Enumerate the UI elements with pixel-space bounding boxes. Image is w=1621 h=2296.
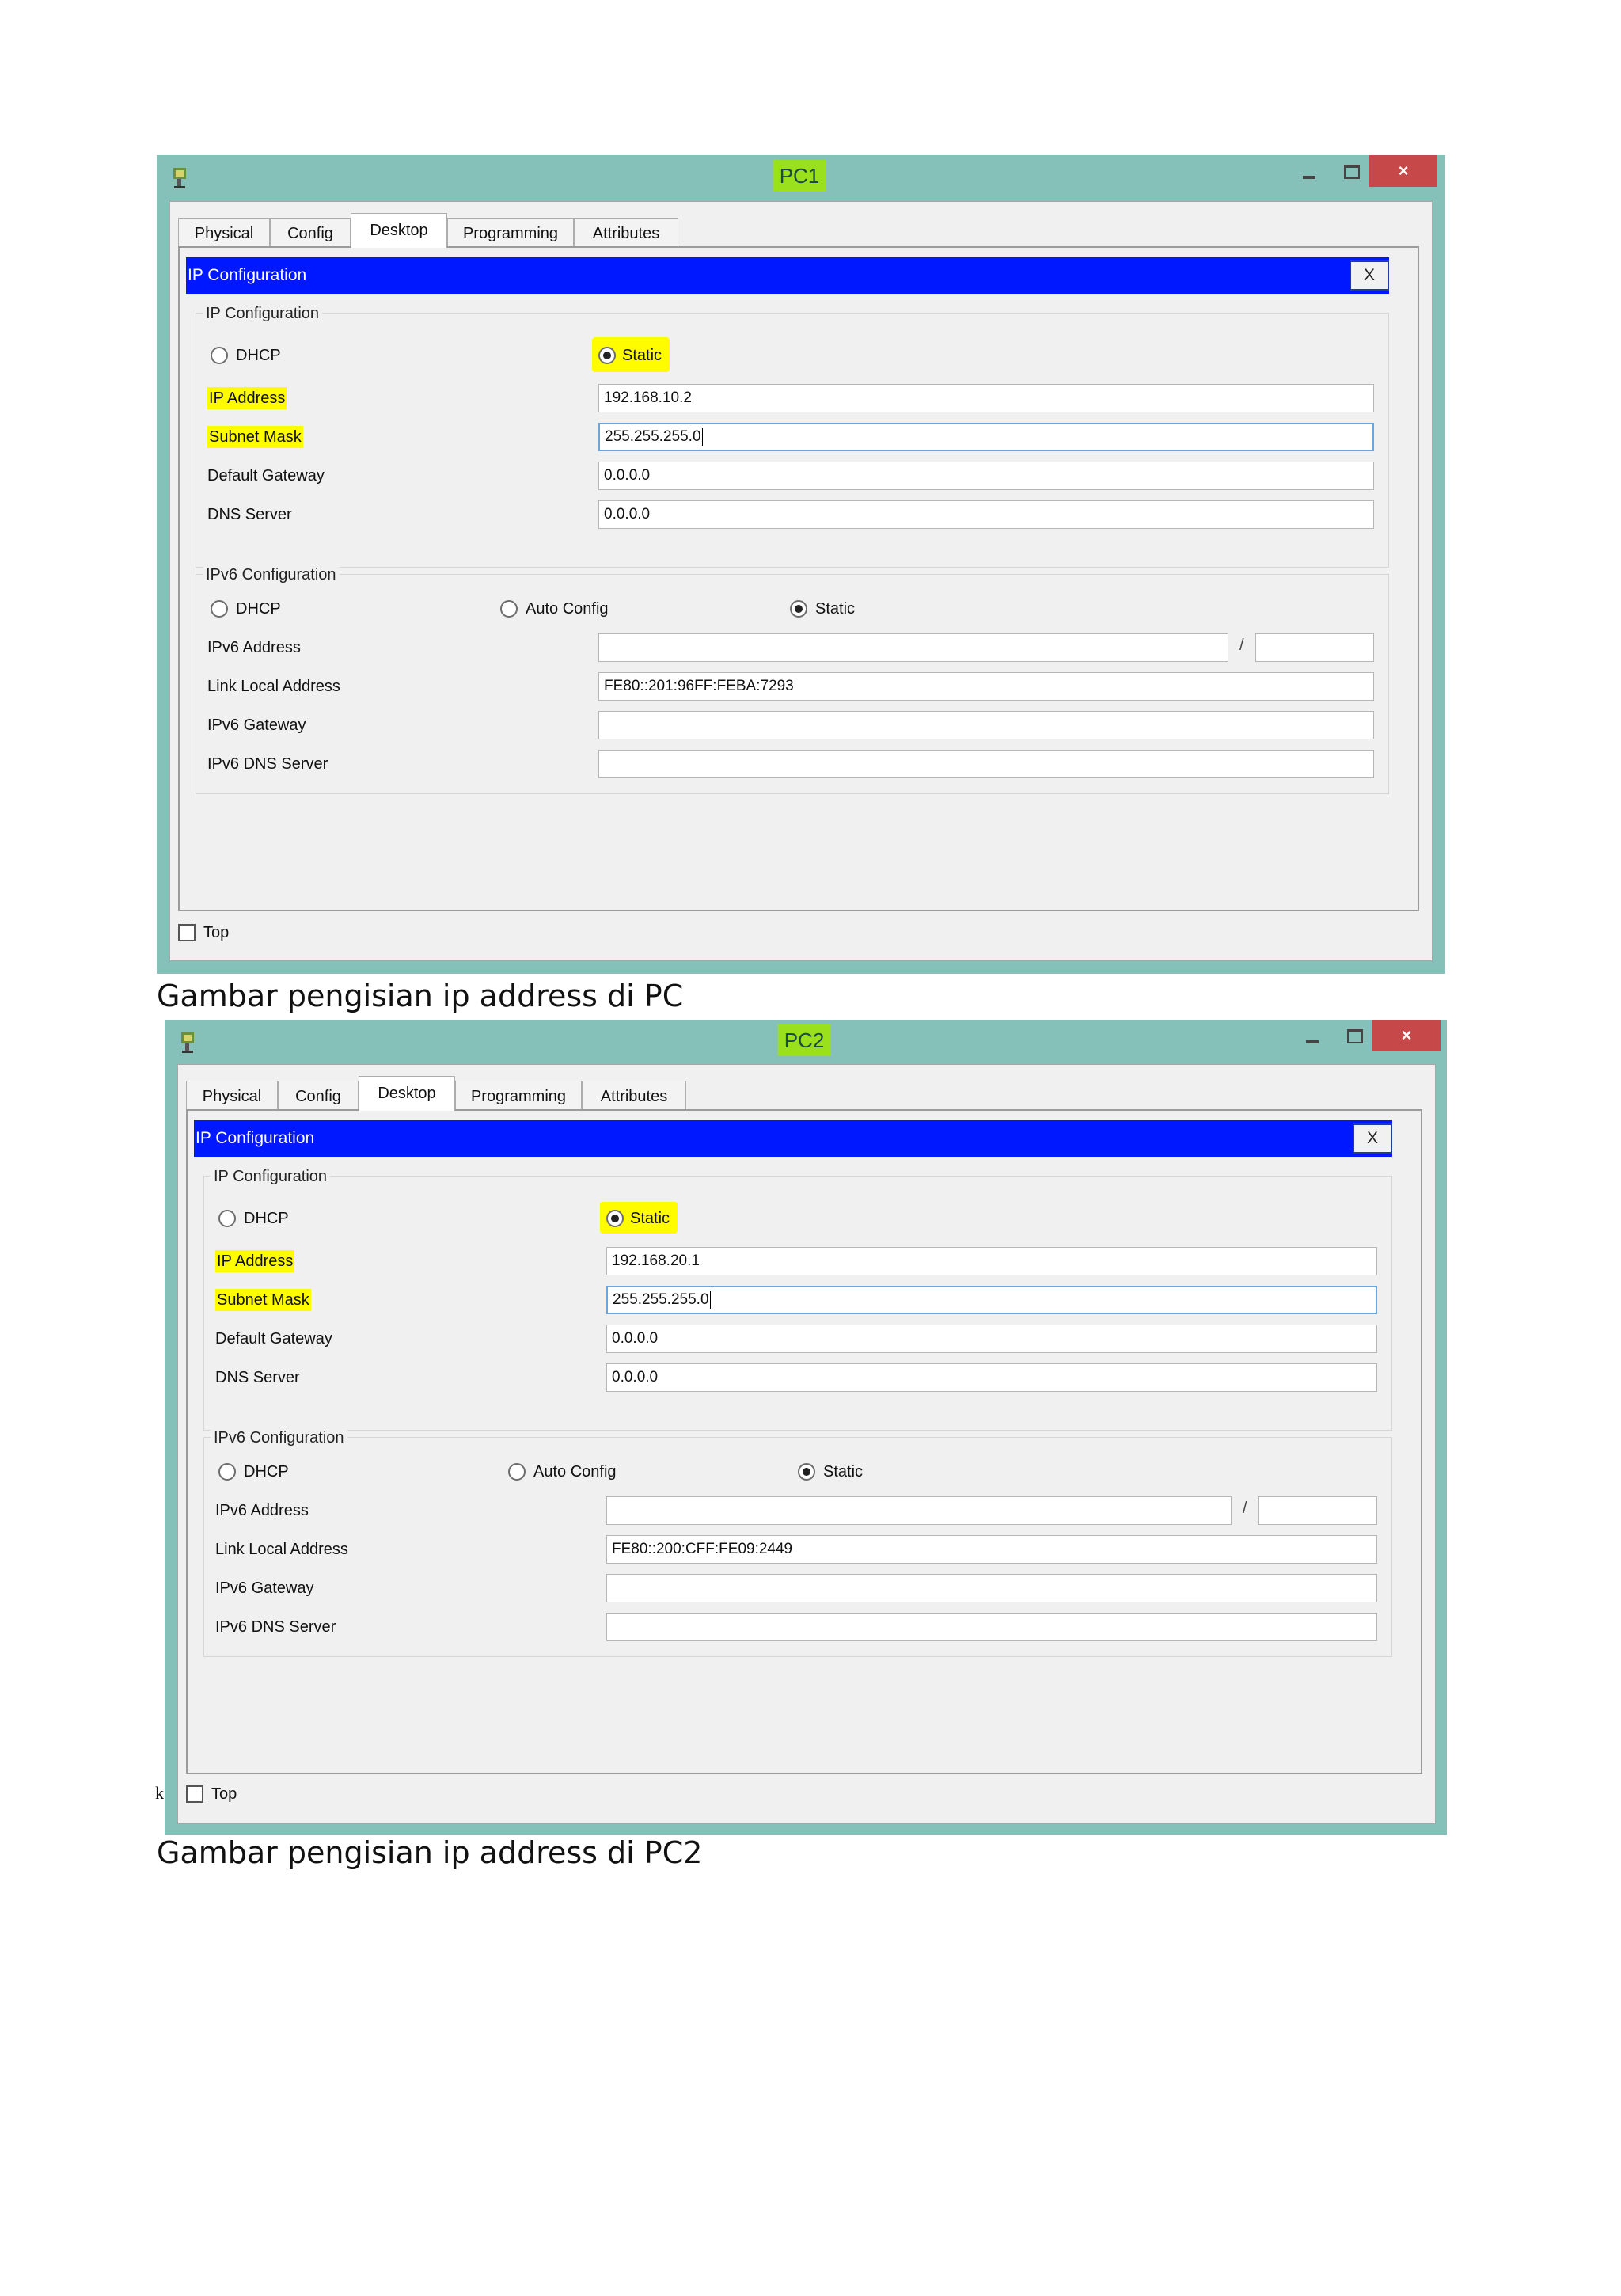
window-title: PC2 — [778, 1024, 831, 1056]
default-gateway-input[interactable]: 0.0.0.0 — [598, 462, 1374, 490]
group-title: IP Configuration — [211, 1167, 330, 1186]
pc2-window — [165, 1020, 1447, 1835]
subnet-mask-value: 255.255.255.0 — [605, 428, 701, 445]
window-client-area — [177, 1064, 1436, 1824]
title-bar[interactable] — [157, 155, 1445, 200]
static-radio[interactable] — [598, 347, 616, 364]
ip-configuration-header: IP Configuration — [186, 257, 1389, 294]
auto-config-radio[interactable] — [508, 1463, 526, 1481]
ipv6-dhcp-radio[interactable] — [211, 600, 228, 618]
subnet-mask-input[interactable] — [598, 423, 1374, 451]
ipv6-dhcp-label: DHCP — [244, 1463, 289, 1481]
ip-address-label: IP Address — [207, 387, 287, 409]
group-title: IP Configuration — [203, 304, 322, 323]
default-gateway-label: Default Gateway — [207, 467, 325, 485]
ipv6-static-label: Static — [823, 1463, 864, 1481]
ipv6-static-label: Static — [815, 600, 856, 618]
desktop-tab-panel — [178, 246, 1419, 911]
prefix-separator: / — [1243, 1500, 1247, 1517]
ipv6-address-input[interactable] — [606, 1496, 1232, 1525]
ip-configuration-header: IP Configuration — [194, 1120, 1392, 1157]
ipv6-config-group — [196, 566, 1389, 794]
top-label: Top — [203, 924, 230, 941]
ipv6-dns-server-label: IPv6 DNS Server — [207, 755, 328, 773]
tab-programming[interactable]: Programming — [455, 1081, 582, 1111]
top-label: Top — [211, 1785, 237, 1803]
ipv6-dhcp-label: DHCP — [236, 600, 281, 618]
window-title: PC1 — [773, 160, 826, 192]
ipv6-prefix-input[interactable] — [1255, 633, 1374, 662]
ipv6-address-label: IPv6 Address — [207, 639, 301, 656]
tab-config[interactable]: Config — [270, 218, 351, 248]
default-gateway-input[interactable]: 0.0.0.0 — [606, 1325, 1377, 1353]
ipv6-dns-server-input[interactable] — [598, 750, 1374, 778]
subnet-mask-input[interactable] — [606, 1286, 1377, 1314]
ipv6-dns-server-input[interactable] — [606, 1613, 1377, 1641]
ipv6-address-label: IPv6 Address — [215, 1502, 309, 1519]
desktop-tab-panel — [186, 1109, 1422, 1774]
link-local-address-input[interactable]: FE80::200:CFF:FE09:2449 — [606, 1535, 1377, 1564]
default-gateway-label: Default Gateway — [215, 1330, 332, 1348]
ipv6-gateway-label: IPv6 Gateway — [207, 717, 306, 734]
ipv6-gateway-input[interactable] — [598, 711, 1374, 739]
static-label: Static — [622, 347, 662, 364]
ipv4-config-group — [196, 305, 1389, 568]
packet-tracer-app-icon — [171, 166, 192, 190]
ipv6-static-radio[interactable] — [798, 1463, 815, 1481]
text-caret — [710, 1291, 711, 1309]
close-panel-button[interactable]: X — [1353, 1123, 1392, 1154]
group-title: IPv6 Configuration — [203, 565, 340, 584]
group-title: IPv6 Configuration — [211, 1428, 347, 1447]
pc1-window — [157, 155, 1445, 974]
dhcp-label: DHCP — [244, 1210, 289, 1227]
window-client-area — [169, 201, 1433, 961]
tab-config[interactable]: Config — [278, 1081, 359, 1111]
stray-text-character: k — [155, 1783, 164, 1803]
dns-server-input[interactable]: 0.0.0.0 — [606, 1363, 1377, 1392]
top-checkbox[interactable] — [178, 924, 196, 941]
subnet-mask-value: 255.255.255.0 — [613, 1291, 709, 1308]
tab-attributes[interactable]: Attributes — [582, 1081, 686, 1111]
top-checkbox[interactable] — [186, 1785, 203, 1803]
ip-address-input[interactable]: 192.168.20.1 — [606, 1247, 1377, 1275]
dhcp-radio[interactable] — [218, 1210, 236, 1227]
tab-physical[interactable]: Physical — [186, 1081, 278, 1111]
packet-tracer-app-icon — [179, 1031, 199, 1055]
ip-address-label: IP Address — [215, 1250, 294, 1272]
ipv4-config-group — [203, 1168, 1392, 1431]
ipv6-address-input[interactable] — [598, 633, 1228, 662]
figure-caption: Gambar pengisian ip address di PC — [157, 979, 684, 1013]
auto-config-label: Auto Config — [533, 1463, 617, 1481]
minimize-icon[interactable] — [1296, 1020, 1328, 1051]
ipv6-gateway-label: IPv6 Gateway — [215, 1579, 314, 1597]
tab-programming[interactable]: Programming — [447, 218, 574, 248]
tab-physical[interactable]: Physical — [178, 218, 270, 248]
maximize-icon[interactable] — [1338, 1020, 1369, 1051]
subnet-mask-label: Subnet Mask — [215, 1289, 311, 1311]
ipv6-dhcp-radio[interactable] — [218, 1463, 236, 1481]
auto-config-radio[interactable] — [500, 600, 518, 618]
maximize-icon[interactable] — [1334, 155, 1366, 187]
title-bar[interactable] — [165, 1020, 1447, 1064]
dns-server-label: DNS Server — [207, 506, 292, 523]
ipv6-static-radio[interactable] — [790, 600, 807, 618]
dns-server-input[interactable]: 0.0.0.0 — [598, 500, 1374, 529]
link-local-address-input[interactable]: FE80::201:96FF:FEBA:7293 — [598, 672, 1374, 701]
tab-desktop[interactable]: Desktop — [359, 1076, 455, 1111]
dhcp-label: DHCP — [236, 347, 281, 364]
prefix-separator: / — [1239, 637, 1244, 654]
dns-server-label: DNS Server — [215, 1369, 300, 1386]
link-local-address-label: Link Local Address — [207, 678, 340, 695]
text-caret — [702, 428, 703, 446]
ipv6-gateway-input[interactable] — [606, 1574, 1377, 1602]
close-panel-button[interactable]: X — [1350, 260, 1389, 291]
tab-attributes[interactable]: Attributes — [574, 218, 678, 248]
static-radio[interactable] — [606, 1210, 624, 1227]
close-button[interactable]: × — [1372, 1020, 1441, 1051]
figure-caption: Gambar pengisian ip address di PC2 — [157, 1835, 703, 1870]
ipv6-prefix-input[interactable] — [1258, 1496, 1377, 1525]
close-button[interactable]: × — [1369, 155, 1437, 187]
ipv6-config-group — [203, 1429, 1392, 1657]
static-label: Static — [630, 1210, 670, 1227]
subnet-mask-label: Subnet Mask — [207, 426, 303, 448]
link-local-address-label: Link Local Address — [215, 1541, 348, 1558]
ipv6-dns-server-label: IPv6 DNS Server — [215, 1618, 336, 1636]
tab-desktop[interactable]: Desktop — [351, 213, 447, 248]
auto-config-label: Auto Config — [526, 600, 609, 618]
dhcp-radio[interactable] — [211, 347, 228, 364]
minimize-icon[interactable] — [1293, 155, 1325, 187]
ip-address-input[interactable]: 192.168.10.2 — [598, 384, 1374, 412]
